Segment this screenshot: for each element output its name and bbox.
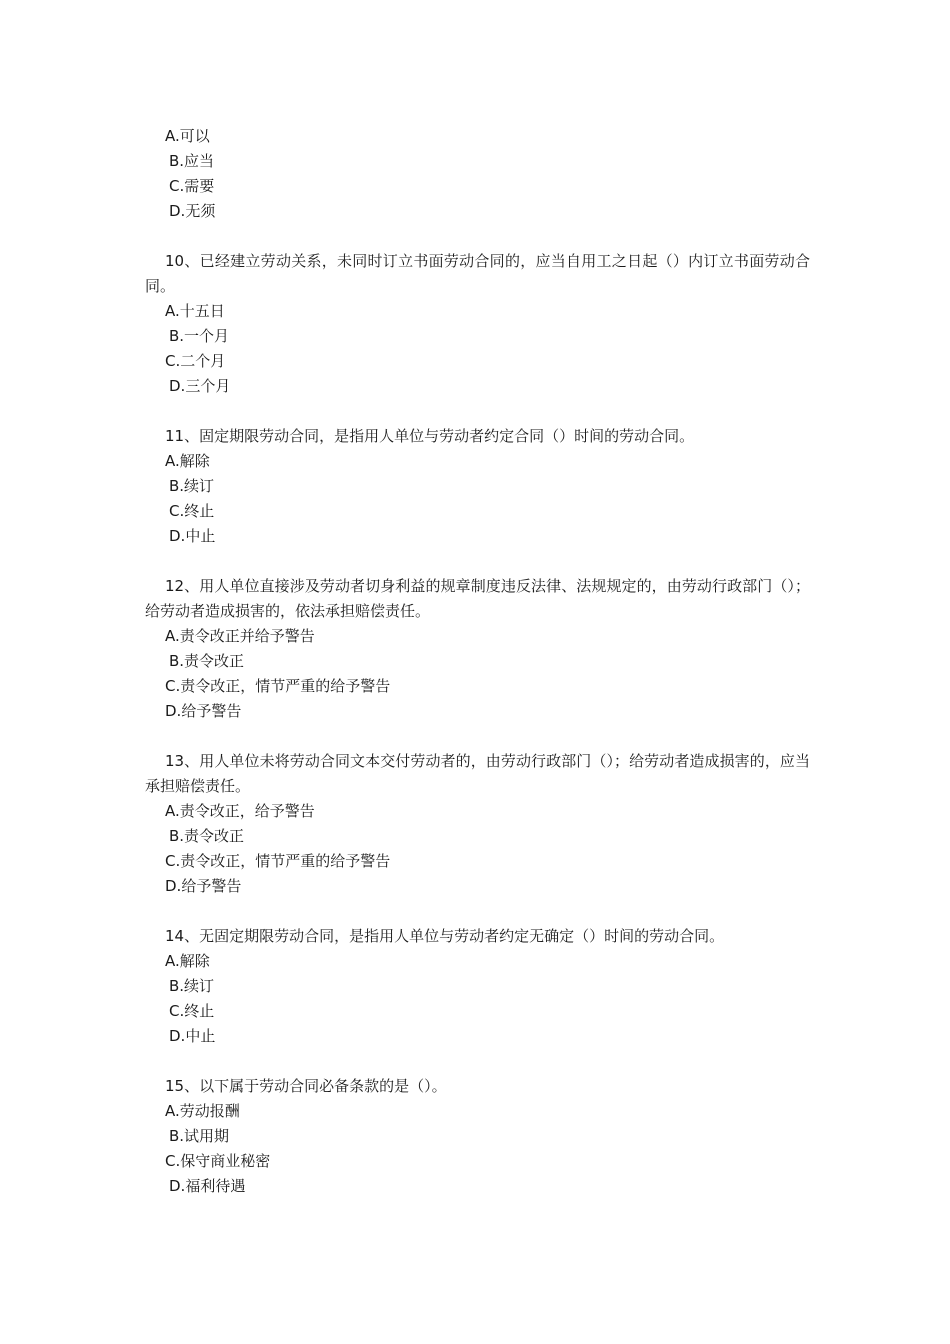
question-stem: 15、以下属于劳动合同必备条款的是（）。 [165, 1077, 447, 1095]
option-b: B.应当 [169, 152, 215, 170]
option-a: A.责令改正，给予警告 [165, 802, 315, 820]
option-b: B.责令改正 [169, 652, 245, 670]
question-12 [145, 574, 810, 724]
option-b: B.试用期 [169, 1127, 230, 1145]
question-14 [145, 924, 810, 1049]
question-15 [145, 1074, 810, 1199]
option-d: D.中止 [169, 1027, 216, 1045]
option-a: A.责令改正并给予警告 [165, 627, 315, 645]
question-10 [145, 249, 810, 399]
option-d: D.无须 [169, 202, 216, 220]
option-a: A.劳动报酬 [165, 1102, 240, 1120]
option-c: C.终止 [169, 1002, 215, 1020]
option-d: D.给予警告 [165, 702, 242, 720]
option-a: A.解除 [165, 952, 210, 970]
option-d: D.福利待遇 [169, 1177, 246, 1195]
option-c: C.终止 [169, 502, 215, 520]
question-stem: 14、无固定期限劳动合同，是指用人单位与劳动者约定无确定（）时间的劳动合同。 [165, 927, 725, 945]
question-stem: 11、固定期限劳动合同，是指用人单位与劳动者约定合同（）时间的劳动合同。 [165, 427, 695, 445]
option-c: C.需要 [169, 177, 215, 195]
question-stem: 12、用人单位直接涉及劳动者切身利益的规章制度违反法律、法规规定的，由劳动行政部门（）；给劳动者造成损害的，依法承担赔偿责任。 [145, 577, 810, 620]
option-b: B.一个月 [169, 327, 230, 345]
question-11 [145, 424, 810, 549]
document-content [145, 124, 810, 1199]
question-13 [145, 749, 810, 899]
question-stem: 13、用人单位未将劳动合同文本交付劳动者的，由劳动行政部门（）；给劳动者造成损害的，应当承担赔偿责任。 [145, 752, 810, 795]
option-d: D.中止 [169, 527, 216, 545]
option-b: B.续订 [169, 977, 215, 995]
option-a: A.解除 [165, 452, 210, 470]
option-b: B.续订 [169, 477, 215, 495]
option-c: C.责令改正，情节严重的给予警告 [165, 852, 391, 870]
option-a: A.可以 [165, 127, 210, 145]
question-stem: 10、已经建立劳动关系，未同时订立书面劳动合同的，应当自用工之日起（）内订立书面劳动合同。 [145, 252, 810, 295]
option-c: C.责令改正，情节严重的给予警告 [165, 677, 391, 695]
question-9-options [145, 124, 810, 224]
option-a: A.十五日 [165, 302, 225, 320]
option-c: C.二个月 [165, 352, 226, 370]
option-d: D.三个月 [169, 377, 231, 395]
option-b: B.责令改正 [169, 827, 245, 845]
option-d: D.给予警告 [165, 877, 242, 895]
option-c: C.保守商业秘密 [165, 1152, 271, 1170]
